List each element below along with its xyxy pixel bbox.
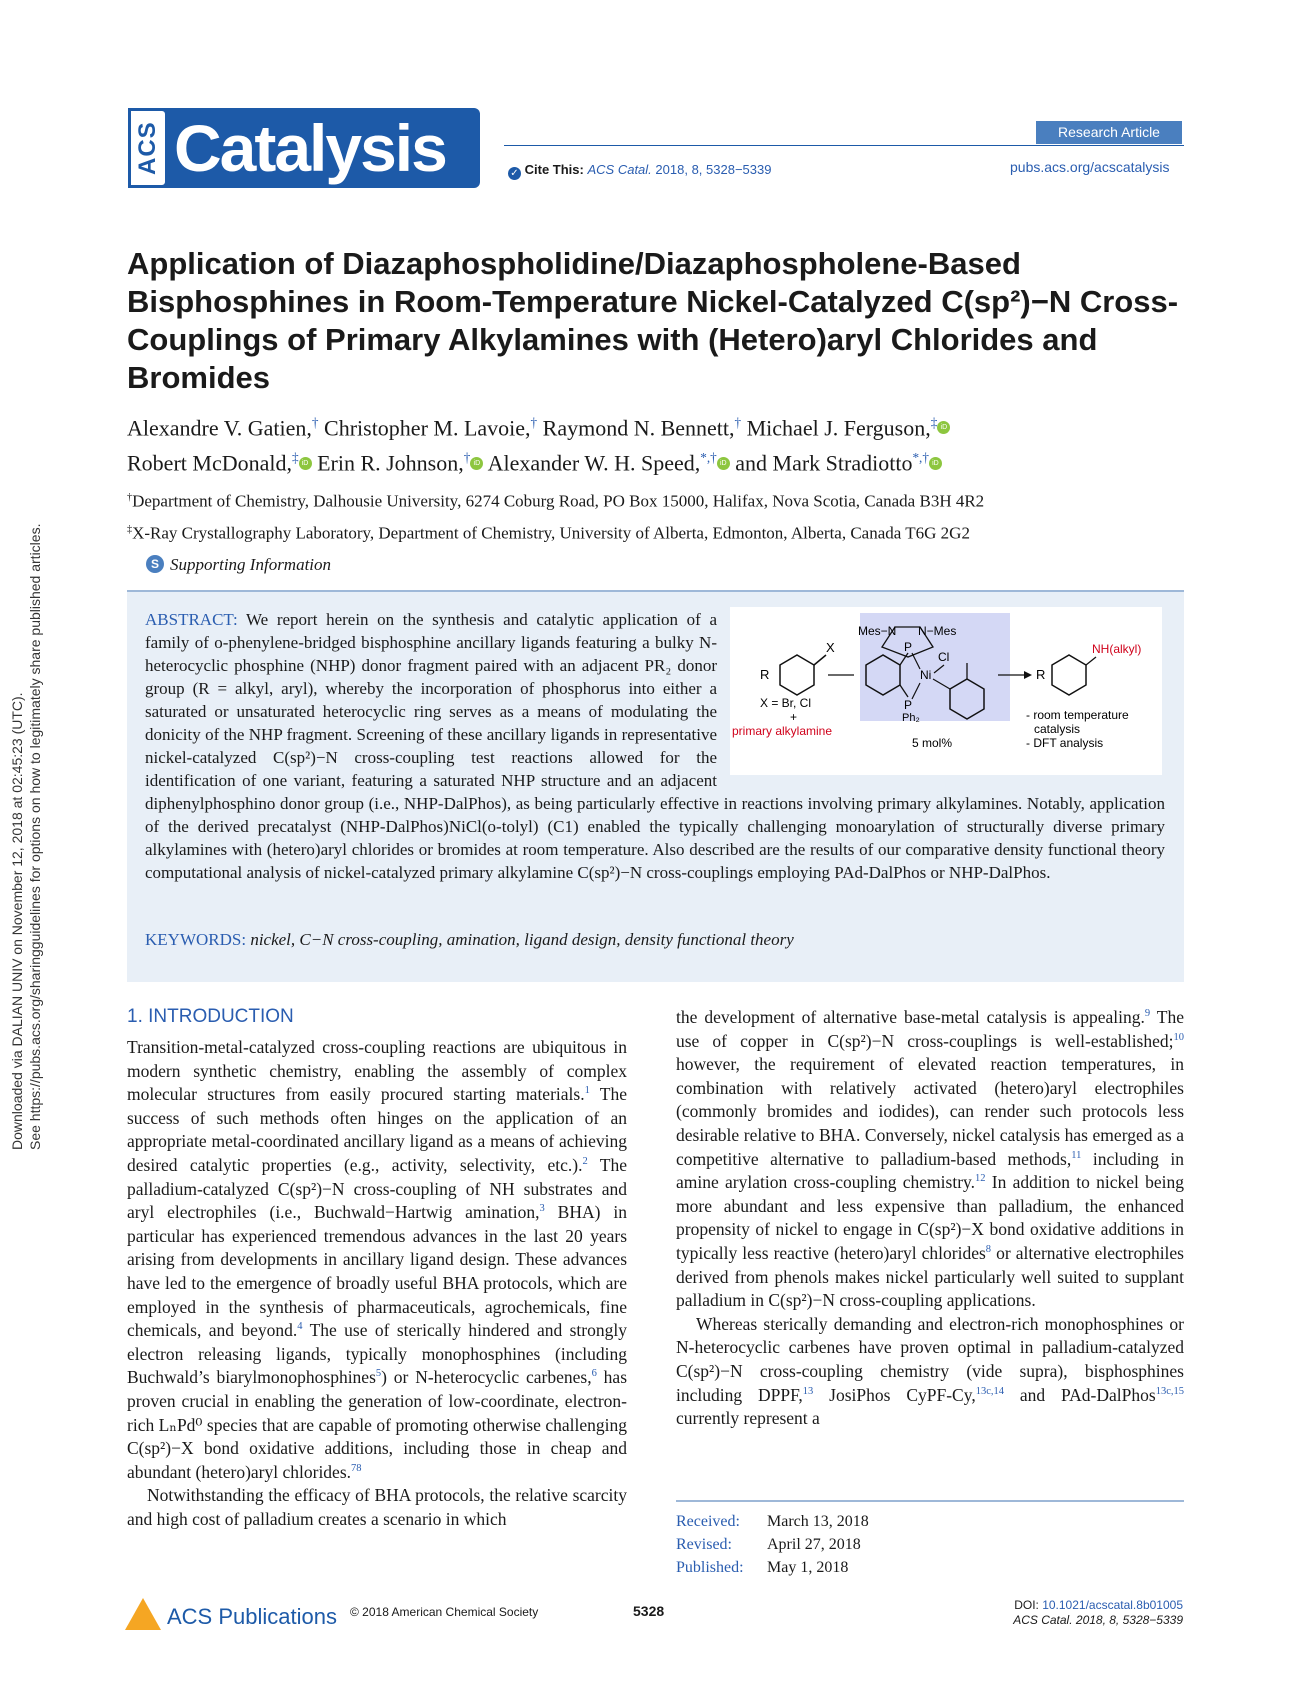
reference-link[interactable]: 8: [985, 1244, 992, 1256]
right-column: [676, 1006, 1184, 1431]
reference-link[interactable]: 9: [1144, 1008, 1151, 1020]
abstract-label: ABSTRACT:: [145, 610, 238, 629]
author-7[interactable]: Alexander W. H. Speed,: [487, 450, 701, 476]
author-2[interactable]: Christopher M. Lavoie,: [324, 415, 531, 441]
toc-mes-right: N−Mes: [918, 624, 957, 638]
toc-mes-left: Mes−N: [858, 624, 897, 638]
reference-link[interactable]: 5: [375, 1368, 382, 1380]
supporting-info-icon: S: [146, 555, 164, 573]
copyright: © 2018 American Chemical Society: [350, 1605, 539, 1619]
text-run: JosiPhos CyPF-Cy,: [813, 1384, 976, 1405]
reference-link[interactable]: 13: [802, 1385, 814, 1397]
toc-p-bottom: P: [904, 698, 913, 712]
header-rule: [504, 145, 1184, 146]
reference-link[interactable]: 3: [539, 1203, 545, 1215]
author-6[interactable]: Erin R. Johnson,: [317, 450, 464, 476]
author-8[interactable]: and Mark Stradiotto: [735, 450, 913, 476]
text-run: The success of such methods often hinges on the application of an appropriate metal-coordinated ancillary ligand as a means of achieving desired catalytic properties (e.g., activity, selectivity, etc.).: [127, 1084, 627, 1175]
date-label: Revised:: [676, 1536, 732, 1553]
reference-link[interactable]: 1: [584, 1085, 590, 1097]
toc-ni: Ni: [920, 668, 932, 682]
toc-mol: 5 mol%: [912, 736, 953, 750]
date-published: [676, 1556, 869, 1579]
keywords: [145, 930, 1165, 950]
reference-link[interactable]: 13c,14: [975, 1385, 1005, 1397]
footer-citation: ACS Catal. 2018, 8, 5328−5339: [1013, 1613, 1183, 1627]
text-run: Whereas sterically demanding and electron-rich monophosphines or N-heterocyclic carbenes have proven optimal in palladium-catalyzed C(sp²)−N cross-coupling chemistry (vide supra), bisphosphines including DPPF,: [676, 1313, 1184, 1405]
date-value: May 1, 2018: [767, 1559, 849, 1576]
text-run: The palladium-catalyzed C(sp²)−N cross-coupling of NH substrates and aryl electrophiles (i.e., Buchwald−Hartwig amination,: [127, 1154, 627, 1223]
affil-mark: *,†: [700, 450, 717, 466]
date-received: [676, 1510, 869, 1533]
text-run: including in amine arylation cross-coupling chemistry.: [676, 1148, 1185, 1193]
journal-logo[interactable]: [128, 108, 480, 188]
acs-triangle-icon: [125, 1598, 161, 1630]
author-1[interactable]: Alexandre V. Gatien,: [127, 415, 312, 441]
watermark-line-1: Downloaded via DALIAN UNIV on November 12, 2018 at 02:45:23 (UTC).: [9, 692, 25, 1150]
affiliations: [127, 484, 1187, 547]
toc-r-right: R: [1036, 667, 1046, 682]
cite-label: Cite This:: [524, 162, 584, 177]
journal-name: Catalysis: [174, 111, 446, 185]
toc-p-top: P: [904, 640, 913, 654]
keywords-label: KEYWORDS:: [145, 930, 247, 949]
text-run: Transition-metal-catalyzed cross-coupling reactions are ubiquitous in modern synthetic chemistry, enabling the assembly of complex molecular structures from easily procured starting materials.: [127, 1037, 627, 1105]
reference-link[interactable]: 10: [1173, 1031, 1184, 1043]
toc-ph2: Ph₂: [902, 712, 920, 724]
orcid-icon[interactable]: iD: [937, 421, 950, 434]
affiliation-1-text: Department of Chemistry, Dalhousie University, 6274 Coburg Road, PO Box 15000, Halifax, Nova Scotia, Canada B3H 4R2: [132, 491, 985, 511]
article-type-badge: Research Article: [1036, 121, 1182, 144]
article-dates: [676, 1510, 869, 1579]
text-run: has proven crucial in enabling the generation of low-coordinate, electron-rich LₙPd⁰ species that are capable of promoting otherwise challenging C(sp²)−X bond oxidative additions, including those in cheap and abundant (hetero)aryl chlorides.: [127, 1367, 627, 1482]
reference-link[interactable]: 13c,15: [1155, 1385, 1184, 1397]
toc-nh-alkyl: NH(alkyl): [1092, 642, 1142, 656]
toc-r-left: R: [760, 667, 770, 682]
toc-x: X: [826, 640, 835, 655]
cite-detail[interactable]: 2018, 8, 5328−5339: [655, 162, 772, 177]
affil-mark: †: [463, 450, 471, 466]
reference-link[interactable]: 11: [1071, 1149, 1082, 1161]
orcid-icon[interactable]: iD: [299, 457, 312, 470]
keywords-text: nickel, C−N cross-coupling, amination, ligand design, density functional theory: [250, 930, 794, 949]
reference-link[interactable]: 8: [356, 1462, 362, 1474]
affil-mark: †: [127, 492, 133, 503]
text-run: The use of sterically hindered and strongly electron releasing ligands, typically monophosphines (including Buchwald’s biarylmonophosphines: [127, 1320, 627, 1388]
text-run: Notwithstanding the efficacy of BHA protocols, the relative scarcity and high cost of palladium creates a scenario in which: [127, 1485, 627, 1529]
reference-link[interactable]: 12: [975, 1173, 986, 1185]
reference-link[interactable]: 6: [591, 1368, 597, 1380]
affil-mark: †: [311, 415, 319, 430]
supporting-information-link[interactable]: [146, 555, 331, 575]
paragraph: [127, 1036, 627, 1484]
text-run: In addition to nickel being more abundant and less expensive than palladium, the enhanced propensity of nickel to engage in C(sp²)−X bond oxidative additions in typically less reactive (hetero)aryl chlorides: [676, 1172, 1184, 1263]
page-number: 5328: [633, 1603, 665, 1619]
supporting-info-label: Supporting Information: [170, 555, 332, 574]
text-run: ) or N-heterocyclic carbenes,: [381, 1367, 592, 1388]
left-column: [127, 1036, 627, 1531]
publisher-name: ACS Publications: [167, 1604, 337, 1629]
text-run: however, the requirement of elevated reaction temperatures, in combination with relatively activated (hetero)aryl electrophiles (commonly bromides and iodides), can render such protocols less desirable relative to BHA. Conversely, nickel catalysis has emerged as a competitive alternative to palladium-based methods,: [676, 1054, 1184, 1169]
affil-mark: ‡: [291, 450, 299, 466]
date-label: Published:: [676, 1559, 744, 1576]
watermark-line-2: See https://pubs.acs.org/sharingguidelines for options on how to legitimately share published articles.: [27, 523, 43, 1150]
toc-x-eq: X = Br, Cl: [760, 696, 812, 710]
toc-note3: - DFT analysis: [1026, 736, 1104, 750]
orcid-icon[interactable]: iD: [717, 457, 730, 470]
text-run: and PAd-DalPhos: [1004, 1384, 1156, 1405]
doi-block: [1013, 1598, 1183, 1628]
journal-url-link[interactable]: pubs.acs.org/acscatalysis: [1010, 159, 1170, 175]
affil-mark: †: [530, 415, 538, 430]
toc-graphic: [730, 607, 1162, 775]
author-list: [127, 408, 1187, 479]
date-revised: [676, 1533, 869, 1556]
toc-note2: catalysis: [1034, 722, 1081, 736]
cite-this[interactable]: [508, 162, 771, 180]
cite-journal[interactable]: ACS Catal.: [587, 162, 652, 177]
toc-cl: Cl: [938, 650, 950, 664]
date-label: Received:: [676, 1513, 740, 1530]
doi-link[interactable]: 10.1021/acscatal.8b01005: [1042, 1598, 1183, 1612]
affil-mark: †: [734, 415, 742, 430]
date-value: April 27, 2018: [767, 1536, 861, 1553]
text-run: or alternative electrophiles derived from phenols makes nickel particularly well suited to supplant palladium in C(sp²)−N cross-coupling applications.: [676, 1242, 1184, 1311]
affil-mark: *,†: [912, 450, 929, 466]
doi-label: DOI:: [1014, 1598, 1039, 1612]
paragraph: [676, 1313, 1184, 1431]
text-run: BHA) in particular has experienced tremendous advances in the last 20 years arising from developments in ancillary ligand design. These advances have led to the emergence of broadly useful BHA protocols, which are employed in the synthesis of pharmaceuticals, agrochemicals, fine chemicals, and beyond.: [127, 1202, 627, 1341]
reference-link[interactable]: 4: [297, 1321, 303, 1333]
toc-plus: +: [790, 710, 798, 724]
section-heading: 1. INTRODUCTION: [127, 1006, 294, 1027]
affil-mark: ‡: [127, 523, 133, 535]
reference-link[interactable]: 2: [582, 1156, 588, 1168]
orcid-icon[interactable]: iD: [929, 457, 942, 470]
abstract-text: We report herein on the synthesis and catalytic application of a family of o-phenylene-bridged bisphosphine ancillary ligands featuring a bulky N-heterocyclic phosphine (NHP) donor fragment paired with an adjacent PR₂ donor group (R = alkyl, aryl), whereby the incorporation of phosphorus into either a saturated or unsaturated heterocyclic ring serves as a means of modulating the donicity of the NHP fragment. Screening of these ancillary ligands in representative nickel-catalyzed C(sp²)−N cross-coupling test reactions allowed for the identification of one variant, featuring a saturated NHP structure and an adjacent diphenylphosphino donor group (i.e., NHP-DalPhos), as being particularly effective in reactions involving primary alkylamines. Notably, application of the derived precatalyst (NHP-DalPhos)NiCl(o-tolyl) (C1) enabled the typically challenging monoarylation of structurally diverse primary alkylamines with (hetero)aryl chlorides or bromides at room temperature. Also described are the results of our comparative density functional theory computational analysis of nickel-catalyzed primary alkylamine C(sp²)−N cross-couplings employing PAd-DalPhos or NHP-DalPhos.: [145, 610, 1165, 882]
author-3[interactable]: Raymond N. Bennett,: [542, 415, 735, 441]
affil-mark: ‡: [930, 415, 938, 430]
toc-note1: - room temperature: [1026, 708, 1129, 722]
affiliation-1: [127, 484, 1187, 516]
check-icon: ✓: [508, 167, 521, 180]
author-5[interactable]: Robert McDonald,: [127, 450, 292, 476]
acs-logo-mark: ACS: [128, 108, 168, 188]
date-value: March 13, 2018: [767, 1513, 869, 1530]
toc-primary-amine: primary alkylamine: [732, 724, 833, 738]
article-title: Application of Diazaphospholidine/Diazaphospholene-Based Bisphosphines in Room-Temperature Nickel-Catalyzed C(sp²)−N Cross-Couplings of Primary Alkylamines with (Hetero)aryl Chlorides and Bromides: [127, 246, 1179, 395]
affiliation-2: [127, 516, 1187, 548]
author-4[interactable]: Michael J. Ferguson,: [746, 415, 931, 441]
text-run: the development of alternative base-metal catalysis is appealing.: [676, 1007, 1145, 1027]
dates-rule: [676, 1500, 1184, 1502]
text-run: currently represent a: [676, 1408, 820, 1429]
orcid-icon[interactable]: iD: [470, 457, 483, 470]
affiliation-2-text: X-Ray Crystallography Laboratory, Department of Chemistry, University of Alberta, Edmonton, Alberta, Canada T6G 2G2: [132, 523, 970, 543]
paragraph: [127, 1484, 627, 1531]
download-watermark: [8, 450, 44, 1150]
publisher-logo[interactable]: [125, 1598, 337, 1630]
text-run: The use of copper in C(sp²)−N cross-couplings is well-established;: [676, 1007, 1184, 1051]
reference-link[interactable]: 7: [351, 1462, 357, 1474]
paragraph: [676, 1006, 1184, 1313]
